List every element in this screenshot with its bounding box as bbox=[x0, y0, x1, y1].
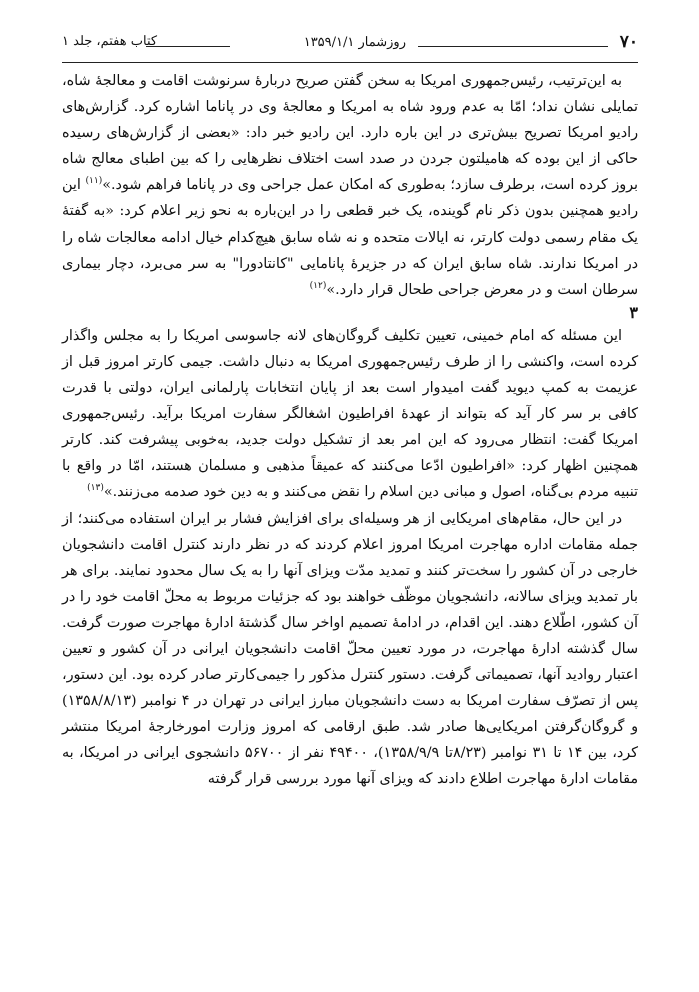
book-title: کتاب هفتم، جلد ۱ bbox=[62, 34, 158, 49]
section-number: ۳ bbox=[629, 302, 638, 322]
paragraph-text: به این‌ترتیب، رئیس‌جمهوری امریکا به سخن گفتن صریح دربارهٔ سرنوشت اقامت و معالجهٔ شاه، تمایلی نشان نداد؛ امّا به عدم ورود شاه به امریکا و معالجهٔ وی در پاناما اشاره کرد. گزارش‌های رادیو امریکا تصریح بیش‌تری در این باره دارد. این رادیو خبر داد: «بعضی از گزارش‌های رسیده حاکی از این بوده که هامیلتون جردن در صدد است اختلاف نظرهایی را که بین اطبای معالج شاه بروز کرده است، برطرف سازد؛ به‌طوری که امکان عمل جراحی وی در پاناما فراهم شود.» bbox=[62, 73, 638, 194]
paragraph bbox=[62, 68, 638, 303]
paragraph bbox=[62, 323, 638, 506]
footnote-ref: (۱۲) bbox=[309, 280, 327, 291]
diary-date-label: روزشمار ۱۳۵۹/۱/۱ bbox=[303, 35, 406, 50]
paragraph-text: در این حال، مقام‌های امریکایی از هر وسیله‌ای برای افزایش فشار بر ایران استفاده می‌کنند؛ از جمله مقامات اداره مهاجرت امریکا امروز اعلام کردند که در نظر دارند کنترل اقامت دانشجویان خارجی در آن کشور را سخت‌تر کنند و تمدید مدّت ویزای آنها را به یک سال محدود نمایند. برای هر بار تمدید ویزای سالانه، دانشجویان موظّف خواهند بود که جزئیات مربوط به محلّ اقامت خود را در آن کشور، اطّلاع دهند. این اقدام، در ادامهٔ تصمیم اواخر سال گذشتهٔ ادارهٔ مهاجرت صورت گرفت. سال گذشته ادارهٔ مهاجرت، در مورد تعیین محلّ اقامت دانشجویان ایرانی در آن کشور و تعیین اعتبار روادید آنها، تصمیماتی گرفت. دستور کنترل مذکور را جیمی‌کارتر صادر کرده بود. این دستور، پس از تصرّف سفارت امریکا به دست دانشجویان مبارز ایرانی در تهران در ۴ نوامبر (۱۳۵۸/۸/۱۳) و گروگان‌گرفتن امریکایی‌ها صادر شد. طبق ارقامی که امروز وزارت امورخارجهٔ امریکا منتشر کرد، بین ۱۴ تا ۳۱ نوامبر (۸/۲۳تا ۱۳۵۸/۹/۹)، ۴۹۴۰۰ نفر از ۵۶۷۰۰ دانشجوی ایرانی در امریکا، به مقامات ادارهٔ مهاجرت اطلاع دادند که ویزای آنها مورد بررسی قرار گرفته bbox=[62, 510, 638, 788]
page-header bbox=[62, 32, 638, 60]
page-number: ۷۰ bbox=[619, 32, 638, 52]
paragraph-text: این رادیو همچنین بدون ذکر نام گوینده، یک خبر قطعی را در این‌باره به نحو زیر اعلام کرد: «به گفتهٔ یک مقام رسمی دولت کارتر، نه ایالات متحده و نه شاه سابق هیچ‌کدام خیال ادامه معالجات شاه را در امریکا ندارند. شاه سابق ایران که در جزیرهٔ پانامایی "کانتادورا" به سر می‌برد، دچار بیماری سرطان است و در معرض جراحی طحال قرار دارد.» bbox=[62, 177, 638, 298]
footnote-ref: (۱۱) bbox=[85, 176, 103, 187]
header-rule bbox=[418, 46, 608, 47]
paragraph bbox=[62, 506, 638, 793]
paragraph-text: این مسئله که امام خمینی، تعیین تکلیف گروگان‌های لانه جاسوسی امریکا را به مجلس واگذار کرده است، واکنشی را از طرف رئیس‌جمهوری امریکا به دنبال داشت. جیمی کارتر امروز قبل از عزیمت به کمپ دیوید گفت امیدوار است بعد از پایان انتخابات پارلمانی ایران، دولتی با قدرت کافی بر سر کار آید که بتواند از عهدهٔ افراطیون اشغالگر سفارت امریکا برآید. رئیس‌جمهوری امریکا گفت: انتظار می‌رود که این امر بعد از تشکیل دولت جدید، به‌خوبی پیشرفت کند. کارتر همچنین اظهار کرد: «افراطیون ادّعا می‌کنند که عمیقاً مذهبی و مسلمان هستند، امّا در واقع با تنبیه مردم بی‌گناه، اصول و مبانی دین اسلام را نقض می‌کنند و به دین خود صدمه می‌زنند.» bbox=[62, 327, 638, 501]
header-rule bbox=[146, 46, 230, 47]
footnote-ref: (۱۳) bbox=[87, 483, 104, 494]
page-body bbox=[62, 68, 638, 793]
header-divider bbox=[62, 62, 638, 63]
